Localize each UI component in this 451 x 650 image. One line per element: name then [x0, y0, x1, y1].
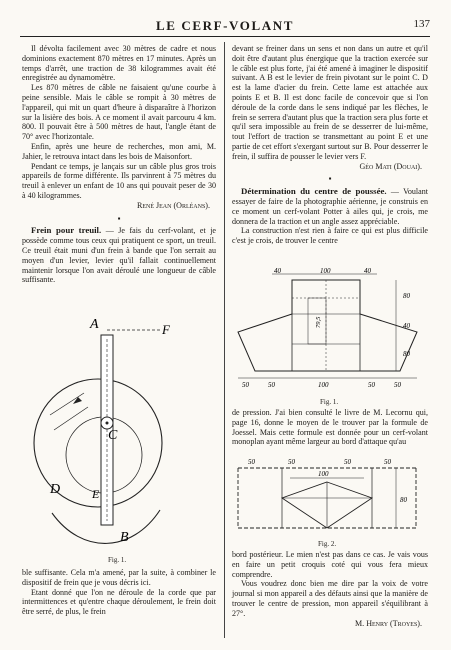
label-e: E [92, 487, 100, 501]
right-column-bottom [232, 550, 428, 628]
left-paragraph-5: — Je fais du cerf-volant, et je possède comme tous ceux qui pratiquent ce sport, un treuil. Ce treuil était muni d'un frein à bande que l'on serrait au moyen d'un levier, levier qu'il fallait continuellement maintenir lorsque l'on avait déroulé une longueur de câble suffisante. [22, 226, 217, 285]
dim-bottom-4: 50 [368, 381, 375, 389]
dim-bottom-2: 50 [268, 381, 275, 389]
right-column [232, 44, 428, 246]
left-paragraph-3: Enfin, après une heure de recherches, mon ami, M. Jahier, le retrouva intact dans les bois de Maisonfort. [22, 141, 216, 161]
kite-plan-figure-1 [232, 268, 428, 390]
page-header [20, 16, 430, 37]
signature-geo-mati: Géo Mati (Douai). [359, 161, 422, 171]
kite-plan-figure-2 [232, 456, 428, 540]
dim-side-top: 80 [403, 292, 410, 300]
column-divider [224, 42, 225, 638]
dim-side-mid: 40 [403, 322, 410, 330]
left-paragraph-7: Etant donné que l'on ne déroule de la corde que par intermittences et qu'entre chaque déroulement, le frein doit être serré, de plus, le frein [22, 587, 216, 617]
dim2-t3: 50 [344, 458, 351, 466]
dim-inner: 79,5 [315, 316, 322, 328]
brake-lever-figure [22, 305, 216, 565]
label-a: A [90, 317, 99, 332]
section-title-frein: Frein pour treuil. [31, 225, 102, 236]
dim-side-low: 80 [403, 350, 410, 358]
dim-bottom-3: 100 [318, 381, 329, 389]
left-column-bottom [22, 568, 216, 617]
section-title-centre-poussee: Détermination du centre de poussée. [241, 186, 387, 197]
label-c: C [108, 428, 118, 443]
right-paragraph-5: bord postérieur. Le mien n'est pas dans ce cas. Je vais vous en faire un petit croquis coté qui vous fera mieux comprendre. [232, 550, 428, 579]
right-figure-2-caption: Fig. 2. [318, 540, 337, 548]
right-paragraph-2: — Voulant essayer de faire de la photographie aérienne, je construis en ce moment un cerf-volant Potter à ailes qui, je crois, me donnera de la traction et un angle assez appréciable. [232, 187, 428, 226]
page-title: LE CERF-VOLANT [155, 18, 295, 33]
left-figure-caption: Fig. 1. [108, 556, 127, 564]
section-separator-mark: ▪ [117, 213, 121, 223]
left-paragraph-1: Il dévolta facilement avec 30 mètres de cadre et nous dominions exactement 870 mètres en 17 minutes. Après un temps d'arrêt, une traction de 38 kilogrammes avait été enregistrée au dynamomètre. [22, 44, 216, 83]
section-separator-mark-2: ▪ [328, 174, 332, 184]
dim-top-left: 40 [274, 268, 281, 275]
right-paragraph-3: La construction n'est rien à faire ce qui est plus difficile c'est je crois, de trouver le centre [232, 226, 428, 246]
label-d: D [50, 482, 61, 497]
dim2-t1: 50 [248, 458, 255, 466]
dim2-t2: 50 [288, 458, 295, 466]
signature-rene-jean: René Jean (Orléans). [136, 200, 210, 210]
signature-henry: M. Henry (Troyes). [355, 618, 422, 628]
dim2-mid: 100 [318, 470, 329, 478]
dim2-t4: 50 [384, 458, 391, 466]
right-paragraph-1: devant se freiner dans un sens et non dans un autre et qu'il doit être d'autant plus énergique que la traction exercée sur le câble est plus forte, j'ai été amené à imaginer le dispositif suivant. A B est le levier de frein pivotant sur le point C. D est la lame d'acier du frein. Cette lame est attachée aux points E et B. Il est donc facile de concevoir que si l'on déroule de la corde dans le sens indiqué par les flèches, le frein se serrera d'autant plus que la traction sera plus forte et qu'il sera impossible au frein de se desserrer de lui-même, tout l'effort de traction se transmettant au point E et une partie de cet effort s'exergant surtout sur B. Pour desserrer le frein, il suffira de pousser le levier vers F. [232, 44, 428, 161]
left-paragraph-6: ble suffisante. Cela m'a amené, par la suite, à combiner le dispositif de frein que je vous décris ici. [22, 568, 216, 587]
label-b: B [120, 530, 129, 545]
right-column-middle [232, 408, 428, 447]
dim-bottom-1: 50 [242, 381, 249, 389]
dim-top-mid: 100 [320, 268, 331, 275]
right-paragraph-4: de pression. J'ai bien consulté le livre de M. Lecornu qui, page 16, donne le moyen de le trouver par la formule de Joessel. Mais cette formule est donnée pour un cerf-volant monoplan ayant même largeur au bord d'attaque qu'au [232, 408, 428, 447]
left-column [22, 44, 216, 285]
right-figure-1-caption: Fig. 1. [320, 398, 339, 406]
dim2-side: 80 [400, 496, 407, 504]
page-number: 137 [413, 18, 430, 30]
left-paragraph-2: Les 870 mètres de câble ne faisaient qu'une courbe à peine sensible. Mais le câble se rompit à 30 mètres de l'appareil, qui mit un quart d'heure à disparaître à l'horizon sur la lisière des bois. A ce moment il avait parcouru 4 km. 800. Il pouvait être à 500 mètres de haut, l'angle étant de 70° avec l'horizontale. [22, 83, 216, 142]
right-paragraph-6: Vous voudrez donc bien me dire par la voix de votre journal si mon appareil a des défauts ainsi que la manière de trouver le centre de pression, mon appareil s'équilibrant à 27°. [232, 579, 428, 618]
dim-top-right: 40 [364, 268, 371, 275]
left-paragraph-4: Pendant ce temps, je lançais sur un câble plus gros trois appareils de forme différente. Ils parvinrent à 75 mètres du treuil à enlever un enfant de 10 ans qui pouvait peser de 30 à 40 kilogrammes. [22, 161, 216, 200]
dim-bottom-5: 50 [394, 381, 401, 389]
label-f: F [162, 322, 170, 337]
